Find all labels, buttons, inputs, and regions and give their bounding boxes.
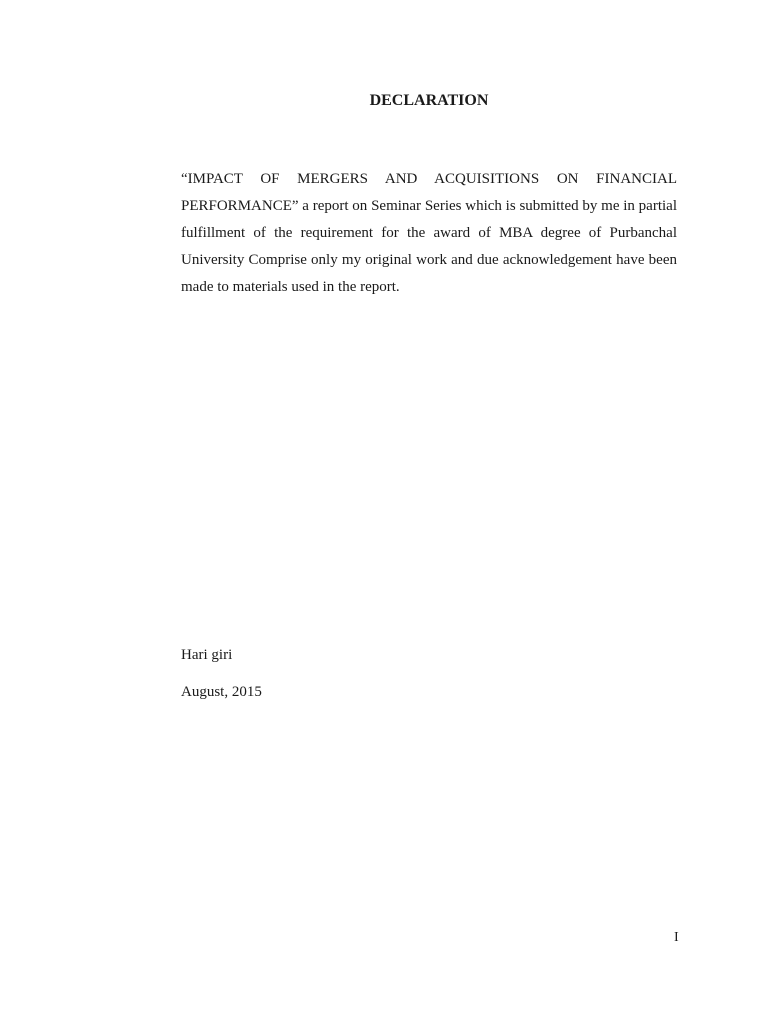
page-title: DECLARATION bbox=[369, 92, 489, 109]
signature-name: Hari giri bbox=[181, 647, 233, 663]
page-number: I bbox=[674, 930, 679, 945]
declaration-paragraph: “IMPACT OF MERGERS AND ACQUISITIONS ON FINANCIAL PERFORMANCE” a report on Seminar Series which is submitted by me in partial fulfillment of the requirement for the award of MBA degree of Purbanchal University Comprise only my original work and due acknowledgement have been made to materials used in the report. bbox=[181, 171, 677, 295]
declaration-date: August, 2015 bbox=[181, 684, 262, 700]
